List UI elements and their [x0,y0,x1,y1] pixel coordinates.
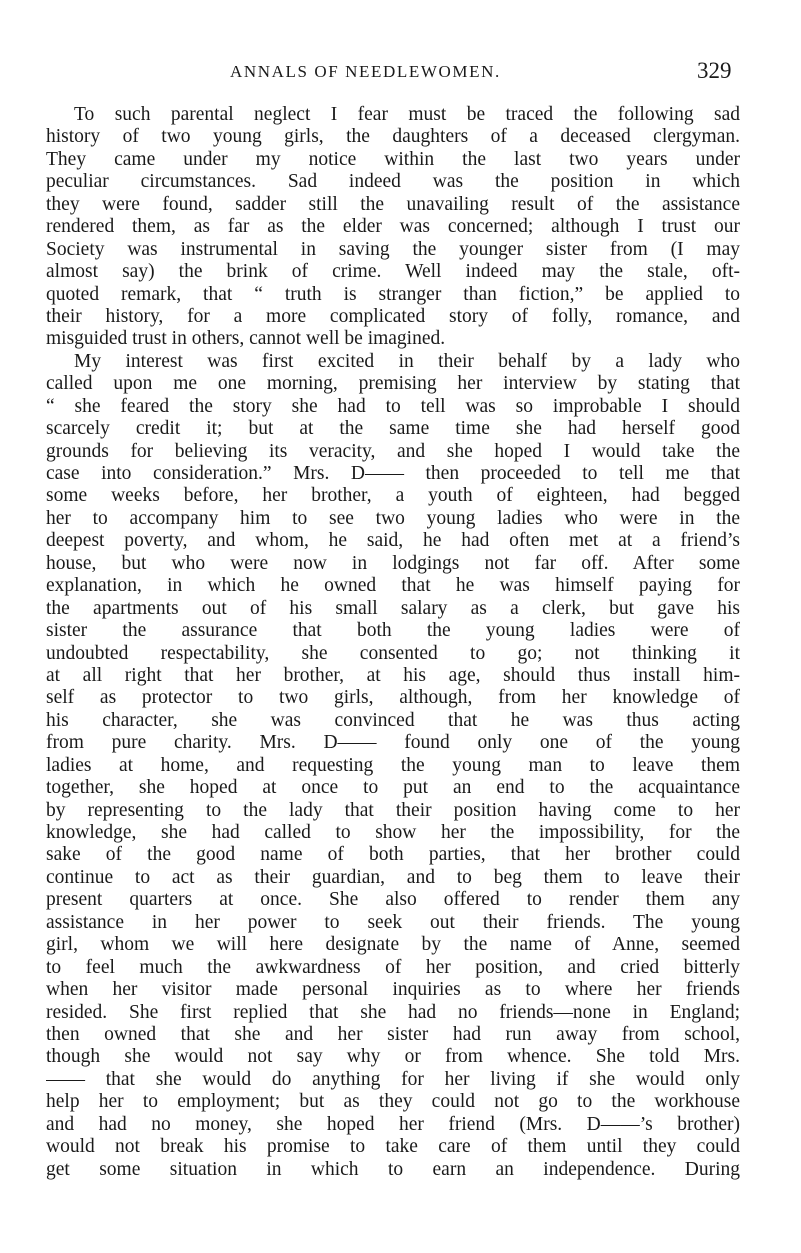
text-line: scarcely credit it; but at the same time she had herself good [46,418,740,440]
text-line: at all right that her brother, at his age, should thus install him- [46,664,740,686]
text-line: the apartments out of his small salary as a clerk, but gave his [46,597,740,619]
text-line: explanation, in which he owned that he was himself paying for [46,575,740,597]
body-text [46,104,740,1181]
text-line: deepest poverty, and whom, he said, he had often met at a friend’s [46,530,740,552]
text-line: would not break his promise to take care of them until they could [46,1136,740,1158]
text-line: Society was instrumental in saving the younger sister from (I may [46,238,740,260]
text-line: sister the assurance that both the young ladies were of [46,620,740,642]
text-line: then owned that she and her sister had run away from school, [46,1023,740,1045]
text-line: self as protector to two girls, although, from her knowledge of [46,687,740,709]
text-line: his character, she was convinced that he was thus acting [46,709,740,731]
text-line: together, she hoped at once to put an end to the acquaintance [46,777,740,799]
text-line: and had no money, she hoped her friend (Mrs. D——’s brother) [46,1113,740,1135]
text-line: present quarters at once. She also offered to render them any [46,889,740,911]
text-line: They came under my notice within the last two years under [46,148,740,170]
text-line: help her to employment; but as they could not go to the workhouse [46,1091,740,1113]
text-line: they were found, sadder still the unavailing result of the assistance [46,193,740,215]
text-line: called upon me one morning, premising her interview by stating that [46,373,740,395]
text-line: peculiar circumstances. Sad indeed was the position in which [46,171,740,193]
text-line: misguided trust in others, cannot well be imagined. [46,328,446,350]
text-line: assistance in her power to seek out their friends. The young [46,911,740,933]
text-line: history of two young girls, the daughters of a deceased clergyman. [46,126,740,148]
page-number: 329 [697,58,732,83]
text-line: to feel much the awkwardness of her position, and cried bitterly [46,956,740,978]
text-line: when her visitor made personal inquiries as to where her friends [46,979,740,1001]
text-line: almost say) the brink of crime. Well indeed may the stale, oft- [46,261,740,283]
text-line: sake of the good name of both parties, that her brother could [46,844,740,866]
text-line: rendered them, as far as the elder was concerned; although I trust our [46,216,740,238]
text-line: some weeks before, her brother, a youth of eighteen, had begged [46,485,740,507]
text-line: girl, whom we will here designate by the name of Anne, seemed [46,934,740,956]
text-line: To such parental neglect I fear must be traced the following sad [74,104,740,125]
text-line: knowledge, she had called to show her the impossibility, for the [46,822,740,843]
text-line: quoted remark, that “ truth is stranger than fiction,” be applied to [46,283,740,305]
text-line: case into consideration.” Mrs. D—— then proceeded to tell me that [46,463,740,484]
running-title: ANNALS OF NEEDLEWOMEN. [230,62,501,81]
text-line: by representing to the lady that their position having come to her [46,799,740,821]
text-line: her to accompany him to see two young ladies who were in the [46,507,740,529]
text-line: ladies at home, and requesting the young man to leave them [46,754,740,776]
text-line: grounds for believing its veracity, and she hoped I would take the [46,440,740,462]
text-line: resided. She first replied that she had no friends—none in England; [46,1001,740,1023]
text-line: from pure charity. Mrs. D—— found only one of the young [46,732,740,754]
page-header [0,58,801,88]
text-line: their history, for a more complicated story of folly, romance, and [46,305,740,327]
text-line: though she would not say why or from whence. She told Mrs. [46,1046,740,1068]
text-line: get some situation in which to earn an independence. During [46,1158,740,1180]
text-line: “ she feared the story she had to tell was so improbable I should [46,395,740,417]
text-line: undoubted respectability, she consented to go; not thinking it [46,642,740,664]
text-line: —— that she would do anything for her living if she would only [46,1068,740,1090]
text-line: continue to act as their guardian, and to beg them to leave their [46,866,740,888]
text-line: My interest was first excited in their behalf by a lady who [74,350,740,372]
text-line: house, but who were now in lodgings not far off. After some [46,552,740,574]
